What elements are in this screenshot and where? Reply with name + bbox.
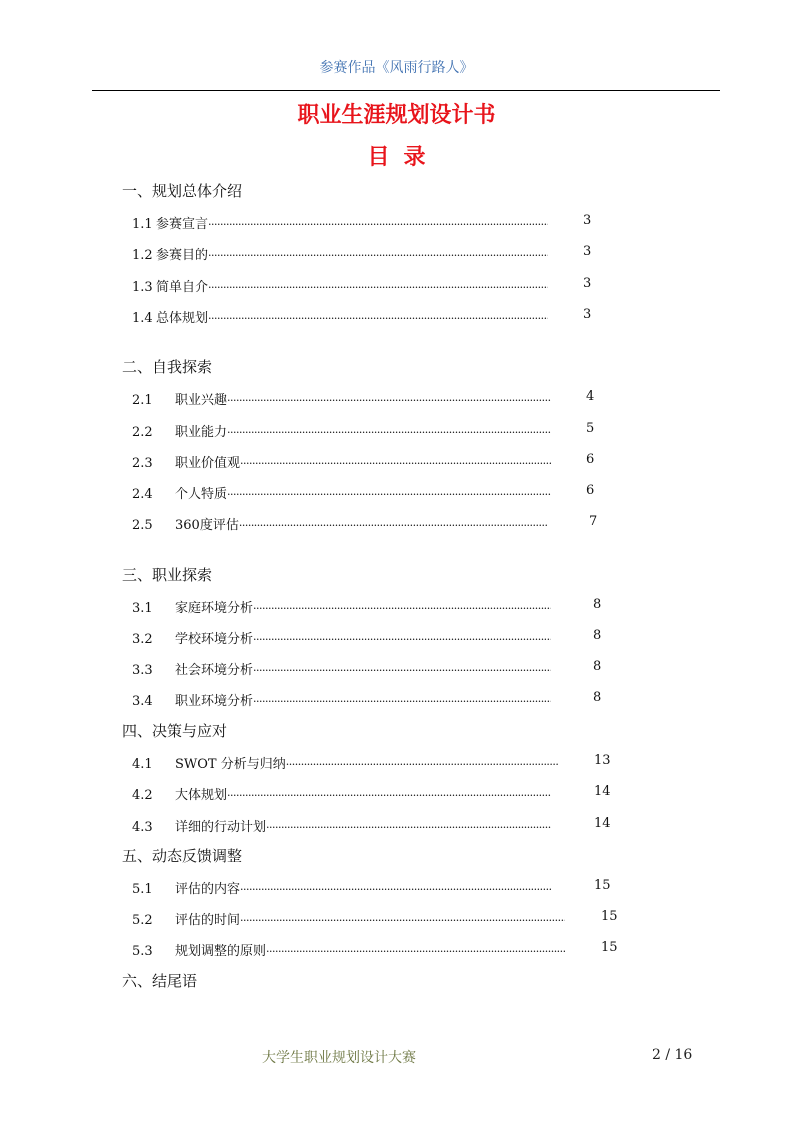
- toc-entry[interactable]: [132, 628, 551, 647]
- toc-entry[interactable]: [132, 389, 551, 408]
- entry-label: 详细的行动计划: [175, 820, 267, 835]
- entry-number: 3.4: [132, 694, 153, 709]
- entry-page-number: 15: [601, 940, 618, 955]
- entry-number: 1.3: [132, 280, 153, 295]
- entry-label: 学校环境分析: [175, 632, 254, 647]
- section-heading: 五、动态反馈调整: [122, 847, 243, 865]
- entry-page-number: 13: [594, 753, 611, 768]
- dot-leader: [227, 426, 551, 439]
- entry-label: 个人特质: [175, 487, 228, 502]
- entry-label: 家庭环境分析: [175, 601, 254, 616]
- toc-entry[interactable]: [132, 421, 551, 440]
- entry-number: 2.1: [132, 393, 153, 408]
- toc-title: 目录: [367, 145, 440, 170]
- section-heading: 二、自我探索: [122, 358, 213, 376]
- entry-number: 2.5: [132, 518, 153, 533]
- dot-leader: [286, 758, 558, 771]
- dot-leader: [253, 602, 551, 615]
- entry-number: 2.2: [132, 425, 153, 440]
- dot-leader: [240, 883, 551, 896]
- dot-leader: [208, 281, 548, 294]
- dot-leader: [227, 789, 551, 802]
- entry-number: 2.4: [132, 487, 153, 502]
- page-footer: 大学生职业规划设计大赛: [262, 1050, 416, 1066]
- entry-page-number: 14: [594, 784, 611, 799]
- dot-leader: [208, 218, 548, 231]
- dot-leader: [227, 394, 551, 407]
- entry-label: 评估的内容: [175, 882, 241, 897]
- dot-leader: [240, 457, 551, 470]
- entry-page-number: 5: [586, 421, 595, 436]
- toc-entry[interactable]: [132, 213, 548, 232]
- entry-label: SWOT 分析与归纳: [175, 757, 286, 772]
- entry-page-number: 3: [583, 244, 592, 259]
- entry-page-number: 3: [583, 307, 592, 322]
- toc-entry[interactable]: [132, 659, 551, 678]
- entry-page-number: 8: [593, 628, 602, 643]
- toc-entry[interactable]: [132, 307, 548, 326]
- toc-entry[interactable]: [132, 753, 558, 772]
- entry-label: 社会环境分析: [175, 663, 254, 678]
- entry-number: 1.4: [132, 311, 153, 326]
- toc-entry[interactable]: [132, 784, 551, 803]
- section-heading: 六、结尾语: [122, 972, 198, 990]
- entry-page-number: 15: [594, 878, 611, 893]
- entry-label: 职业兴趣: [175, 393, 228, 408]
- entry-number: 4.1: [132, 757, 153, 772]
- entry-page-number: 14: [594, 816, 611, 831]
- toc-entry[interactable]: [132, 816, 551, 835]
- entry-number: 2.3: [132, 456, 153, 471]
- entry-page-number: 3: [583, 276, 592, 291]
- toc-entry[interactable]: [132, 690, 551, 709]
- toc-entry[interactable]: [132, 940, 565, 959]
- toc-entry[interactable]: [132, 276, 548, 295]
- dot-leader: [266, 945, 565, 958]
- section-heading: 一、规划总体介绍: [122, 182, 243, 200]
- entry-label: 总体规划: [156, 311, 209, 326]
- dot-leader: [239, 519, 548, 532]
- entry-number: 5.1: [132, 882, 153, 897]
- entry-number: 3.3: [132, 663, 153, 678]
- entry-label: 职业价值观: [175, 456, 241, 471]
- entry-page-number: 8: [593, 597, 602, 612]
- page-header: 参赛作品《风雨行路人》: [319, 60, 474, 76]
- toc-entry[interactable]: [132, 452, 551, 471]
- entry-label: 大体规划: [175, 788, 228, 803]
- entry-number: 5.3: [132, 944, 153, 959]
- entry-label: 规划调整的原则: [175, 944, 267, 959]
- dot-leader: [227, 488, 551, 501]
- entry-label: 360度评估: [175, 518, 239, 533]
- entry-number: 1.2: [132, 248, 153, 263]
- entry-number: 3.1: [132, 601, 153, 616]
- toc-entry[interactable]: [132, 597, 551, 616]
- section-heading: 四、决策与应对: [122, 722, 228, 740]
- entry-number: 5.2: [132, 913, 153, 928]
- entry-label: 评估的时间: [175, 913, 241, 928]
- entry-page-number: 7: [589, 514, 598, 529]
- entry-page-number: 4: [586, 389, 595, 404]
- entry-label: 参赛宣言: [156, 217, 209, 232]
- entry-page-number: 8: [593, 659, 602, 674]
- dot-leader: [253, 664, 551, 677]
- document-title: 职业生涯规划设计书: [297, 103, 496, 128]
- entry-page-number: 3: [583, 213, 592, 228]
- entry-page-number: 6: [586, 483, 595, 498]
- entry-number: 3.2: [132, 632, 153, 647]
- entry-label: 职业能力: [175, 425, 228, 440]
- dot-leader: [253, 633, 551, 646]
- header-rule: [92, 90, 720, 91]
- entry-page-number: 15: [601, 909, 618, 924]
- entry-number: 1.1: [132, 217, 153, 232]
- entry-number: 4.2: [132, 788, 153, 803]
- toc-entry[interactable]: [132, 878, 551, 897]
- dot-leader: [253, 695, 551, 708]
- toc-entry[interactable]: [132, 514, 548, 533]
- entry-page-number: 8: [593, 690, 602, 705]
- toc-entry[interactable]: [132, 483, 551, 502]
- toc-entry[interactable]: [132, 244, 548, 263]
- section-heading: 三、职业探索: [122, 566, 213, 584]
- entry-number: 4.3: [132, 820, 153, 835]
- dot-leader: [208, 249, 548, 262]
- toc-entry[interactable]: [132, 909, 565, 928]
- dot-leader: [266, 821, 551, 834]
- entry-label: 参赛目的: [156, 248, 209, 263]
- entry-label: 职业环境分析: [175, 694, 254, 709]
- dot-leader: [208, 312, 548, 325]
- page-number: 2 / 16: [652, 1047, 693, 1063]
- entry-label: 简单自介: [156, 280, 209, 295]
- dot-leader: [240, 914, 565, 927]
- entry-page-number: 6: [586, 452, 595, 467]
